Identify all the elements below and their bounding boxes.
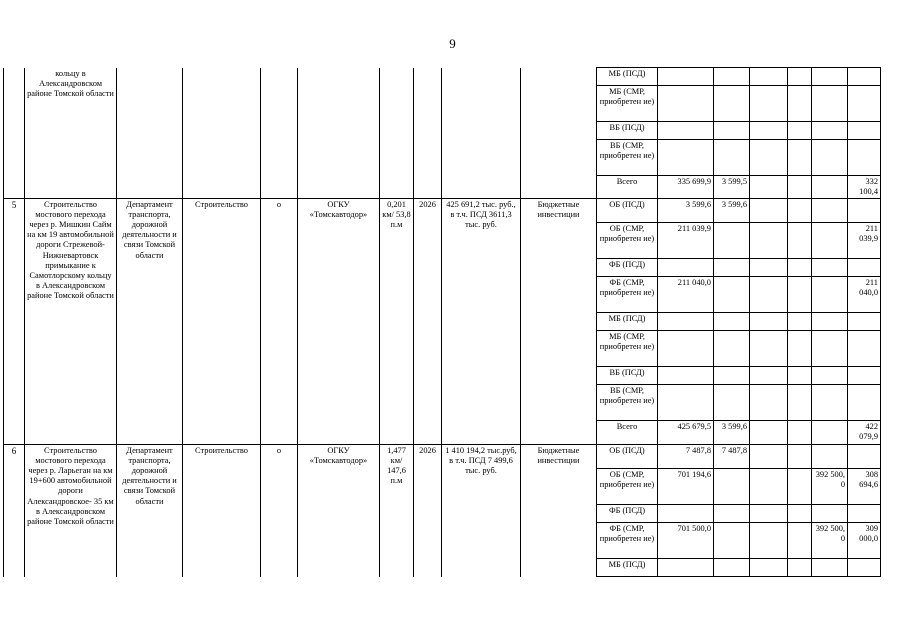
fund-value-c2 bbox=[714, 277, 750, 313]
fund-value-c6: 309 000,0 bbox=[848, 523, 881, 559]
fund-value-c5 bbox=[812, 505, 848, 523]
object-name: кольцу в Александровском районе Томской области bbox=[25, 68, 117, 199]
fund-value-c3 bbox=[750, 523, 788, 559]
fund-total: 701 194,6 bbox=[658, 469, 714, 505]
fund-value-c3 bbox=[750, 68, 788, 86]
fund-value-c4 bbox=[788, 122, 812, 140]
empty-cell bbox=[442, 68, 521, 199]
capacity: 1,477 км/ 147,6 п.м bbox=[380, 445, 414, 577]
fund-value-c6 bbox=[848, 140, 881, 176]
fund-total: 211 040,0 bbox=[658, 277, 714, 313]
fund-total: 3 599,6 bbox=[658, 199, 714, 223]
fund-value-c2 bbox=[714, 259, 750, 277]
fund-value-c5 bbox=[812, 331, 848, 367]
fund-label: ВБ (СМР, приобретен ие) bbox=[597, 385, 658, 421]
fund-value-c2 bbox=[714, 122, 750, 140]
fund-value-c5 bbox=[812, 277, 848, 313]
executor: ОГКУ «Томскавтодор» bbox=[298, 445, 380, 577]
fund-value-c6: 308 694,6 bbox=[848, 469, 881, 505]
fund-value-c6 bbox=[848, 367, 881, 385]
fund-total: 211 039,9 bbox=[658, 223, 714, 259]
empty-cell bbox=[414, 68, 442, 199]
fund-label: МБ (СМР, приобретен ие) bbox=[597, 331, 658, 367]
fund-label: ОБ (ПСД) bbox=[597, 445, 658, 469]
fund-value-c2 bbox=[714, 559, 750, 577]
fund-value-c4 bbox=[788, 259, 812, 277]
fund-value-c3 bbox=[750, 367, 788, 385]
fund-value-c3 bbox=[750, 331, 788, 367]
fund-value-c5 bbox=[812, 421, 848, 445]
fund-label: ВБ (СМР, приобретен ие) bbox=[597, 140, 658, 176]
fund-value-c6: 211 039,9 bbox=[848, 223, 881, 259]
fund-value-c4 bbox=[788, 86, 812, 122]
fund-value-c3 bbox=[750, 176, 788, 199]
fund-value-c6 bbox=[848, 445, 881, 469]
fund-value-c4 bbox=[788, 469, 812, 505]
empty-cell bbox=[261, 68, 298, 199]
object-name: Строительство мостового перехода через р. Ларьеган на км 19+600 автомобильной дороги Александровское- 35 км в Александровском районе Томской области bbox=[25, 445, 117, 577]
fund-label: ОБ (ПСД) bbox=[597, 199, 658, 223]
fund-total: 335 699,9 bbox=[658, 176, 714, 199]
fund-value-c6 bbox=[848, 122, 881, 140]
investment-type: Бюджетные инвестиции bbox=[521, 199, 597, 445]
fund-value-c2: 3 599,6 bbox=[714, 421, 750, 445]
fund-value-c5 bbox=[812, 176, 848, 199]
fund-label: Всего bbox=[597, 176, 658, 199]
fund-value-c4 bbox=[788, 367, 812, 385]
fund-total bbox=[658, 140, 714, 176]
fund-value-c4 bbox=[788, 559, 812, 577]
object-name: Строительство мостового перехода через р. Мишкин Сайм на км 19 автомобильной дороги Стрежевой-Нижневартовск примыкание к Самотлорскому кольцу в Александровском районе Томской области bbox=[25, 199, 117, 445]
fund-total: 425 679,5 bbox=[658, 421, 714, 445]
fund-total bbox=[658, 331, 714, 367]
form: о bbox=[261, 199, 298, 445]
fund-value-c6 bbox=[848, 313, 881, 331]
customer: Департамент транспорта, дорожной деятельности и связи Томской области bbox=[117, 199, 183, 445]
fund-value-c5 bbox=[812, 223, 848, 259]
year: 2026 bbox=[414, 199, 442, 445]
fund-value-c6: 332 100,4 bbox=[848, 176, 881, 199]
fund-value-c3 bbox=[750, 505, 788, 523]
fund-value-c6 bbox=[848, 86, 881, 122]
fund-value-c6: 211 040,0 bbox=[848, 277, 881, 313]
fund-label: МБ (СМР, приобретен ие) bbox=[597, 86, 658, 122]
empty-cell bbox=[521, 68, 597, 199]
fund-value-c4 bbox=[788, 277, 812, 313]
fund-total bbox=[658, 505, 714, 523]
fund-label: ВБ (ПСД) bbox=[597, 367, 658, 385]
fund-value-c5 bbox=[812, 385, 848, 421]
fund-total bbox=[658, 122, 714, 140]
fund-value-c4 bbox=[788, 505, 812, 523]
capacity: 0,201 км/ 53,8 п.м bbox=[380, 199, 414, 445]
fund-value-c4 bbox=[788, 313, 812, 331]
fund-value-c2: 7 487,8 bbox=[714, 445, 750, 469]
fund-total bbox=[658, 86, 714, 122]
page-number: 9 bbox=[449, 36, 456, 51]
fund-value-c5 bbox=[812, 313, 848, 331]
fund-value-c2 bbox=[714, 140, 750, 176]
fund-value-c5: 392 500, 0 bbox=[812, 523, 848, 559]
executor: ОГКУ «Томскавтодор» bbox=[298, 199, 380, 445]
fund-total: 701 500,0 bbox=[658, 523, 714, 559]
investment-type: Бюджетные инвестиции bbox=[521, 445, 597, 577]
fund-value-c5 bbox=[812, 367, 848, 385]
row-number: 5 bbox=[4, 199, 25, 445]
fund-value-c3 bbox=[750, 559, 788, 577]
fund-value-c2 bbox=[714, 86, 750, 122]
fund-value-c5 bbox=[812, 68, 848, 86]
fund-value-c3 bbox=[750, 223, 788, 259]
fund-value-c2: 3 599,5 bbox=[714, 176, 750, 199]
table-row bbox=[4, 199, 881, 223]
fund-label: ФБ (СМР, приобретен ие) bbox=[597, 523, 658, 559]
fund-value-c4 bbox=[788, 199, 812, 223]
fund-label: МБ (ПСД) bbox=[597, 313, 658, 331]
fund-total bbox=[658, 313, 714, 331]
fund-total bbox=[658, 259, 714, 277]
fund-value-c2 bbox=[714, 331, 750, 367]
row-number bbox=[4, 68, 25, 199]
fund-value-c3 bbox=[750, 140, 788, 176]
fund-value-c2 bbox=[714, 505, 750, 523]
fund-value-c3 bbox=[750, 259, 788, 277]
fund-value-c5 bbox=[812, 259, 848, 277]
fund-value-c4 bbox=[788, 140, 812, 176]
fund-value-c6 bbox=[848, 331, 881, 367]
fund-value-c2 bbox=[714, 313, 750, 331]
fund-value-c5 bbox=[812, 445, 848, 469]
fund-value-c4 bbox=[788, 223, 812, 259]
fund-total bbox=[658, 559, 714, 577]
fund-value-c3 bbox=[750, 277, 788, 313]
fund-value-c2 bbox=[714, 68, 750, 86]
fund-label: ВБ (ПСД) bbox=[597, 122, 658, 140]
fund-total: 7 487,8 bbox=[658, 445, 714, 469]
fund-value-c5: 392 500, 0 bbox=[812, 469, 848, 505]
fund-label: ФБ (СМР, приобретен ие) bbox=[597, 277, 658, 313]
fund-value-c5 bbox=[812, 86, 848, 122]
fund-value-c5 bbox=[812, 199, 848, 223]
fund-value-c6 bbox=[848, 199, 881, 223]
fund-value-c4 bbox=[788, 176, 812, 199]
fund-total bbox=[658, 68, 714, 86]
fund-value-c6 bbox=[848, 259, 881, 277]
fund-value-c4 bbox=[788, 523, 812, 559]
empty-cell bbox=[117, 68, 183, 199]
empty-cell bbox=[380, 68, 414, 199]
fund-total bbox=[658, 367, 714, 385]
fund-value-c3 bbox=[750, 469, 788, 505]
fund-value-c5 bbox=[812, 140, 848, 176]
customer: Департамент транспорта, дорожной деятельности и связи Томской области bbox=[117, 445, 183, 577]
fund-value-c4 bbox=[788, 331, 812, 367]
work-type: Строительство bbox=[183, 445, 261, 577]
fund-value-c2 bbox=[714, 523, 750, 559]
fund-label: ОБ (СМР, приобретен ие) bbox=[597, 469, 658, 505]
fund-value-c5 bbox=[812, 559, 848, 577]
empty-cell bbox=[298, 68, 380, 199]
fund-value-c6 bbox=[848, 559, 881, 577]
form: о bbox=[261, 445, 298, 577]
work-type: Строительство bbox=[183, 199, 261, 445]
fund-total bbox=[658, 385, 714, 421]
cost: 425 691,2 тыс. руб., в т.ч. ПСД 3611,3 тыс. руб. bbox=[442, 199, 521, 445]
fund-value-c4 bbox=[788, 385, 812, 421]
fund-label: МБ (ПСД) bbox=[597, 559, 658, 577]
cost: 1 410 194,2 тыс.руб, в т.ч. ПСД 7 499,6 тыс. руб. bbox=[442, 445, 521, 577]
fund-label: ФБ (ПСД) bbox=[597, 505, 658, 523]
fund-label: МБ (ПСД) bbox=[597, 68, 658, 86]
investment-table bbox=[3, 67, 881, 577]
fund-value-c6: 422 079,9 bbox=[848, 421, 881, 445]
fund-value-c2 bbox=[714, 385, 750, 421]
fund-label: ФБ (ПСД) bbox=[597, 259, 658, 277]
fund-value-c3 bbox=[750, 385, 788, 421]
row-number: 6 bbox=[4, 445, 25, 577]
fund-value-c3 bbox=[750, 445, 788, 469]
fund-value-c3 bbox=[750, 122, 788, 140]
fund-value-c6 bbox=[848, 68, 881, 86]
fund-value-c4 bbox=[788, 68, 812, 86]
fund-value-c3 bbox=[750, 313, 788, 331]
table-row bbox=[4, 68, 881, 86]
fund-value-c3 bbox=[750, 86, 788, 122]
table-row bbox=[4, 445, 881, 469]
fund-value-c5 bbox=[812, 122, 848, 140]
fund-value-c2 bbox=[714, 367, 750, 385]
fund-value-c2 bbox=[714, 223, 750, 259]
fund-value-c3 bbox=[750, 421, 788, 445]
year: 2026 bbox=[414, 445, 442, 577]
fund-value-c3 bbox=[750, 199, 788, 223]
fund-value-c6 bbox=[848, 385, 881, 421]
fund-value-c2 bbox=[714, 469, 750, 505]
fund-value-c2: 3 599,6 bbox=[714, 199, 750, 223]
fund-value-c4 bbox=[788, 421, 812, 445]
fund-value-c6 bbox=[848, 505, 881, 523]
empty-cell bbox=[183, 68, 261, 199]
fund-label: ОБ (СМР, приобретен ие) bbox=[597, 223, 658, 259]
fund-value-c4 bbox=[788, 445, 812, 469]
fund-label: Всего bbox=[597, 421, 658, 445]
